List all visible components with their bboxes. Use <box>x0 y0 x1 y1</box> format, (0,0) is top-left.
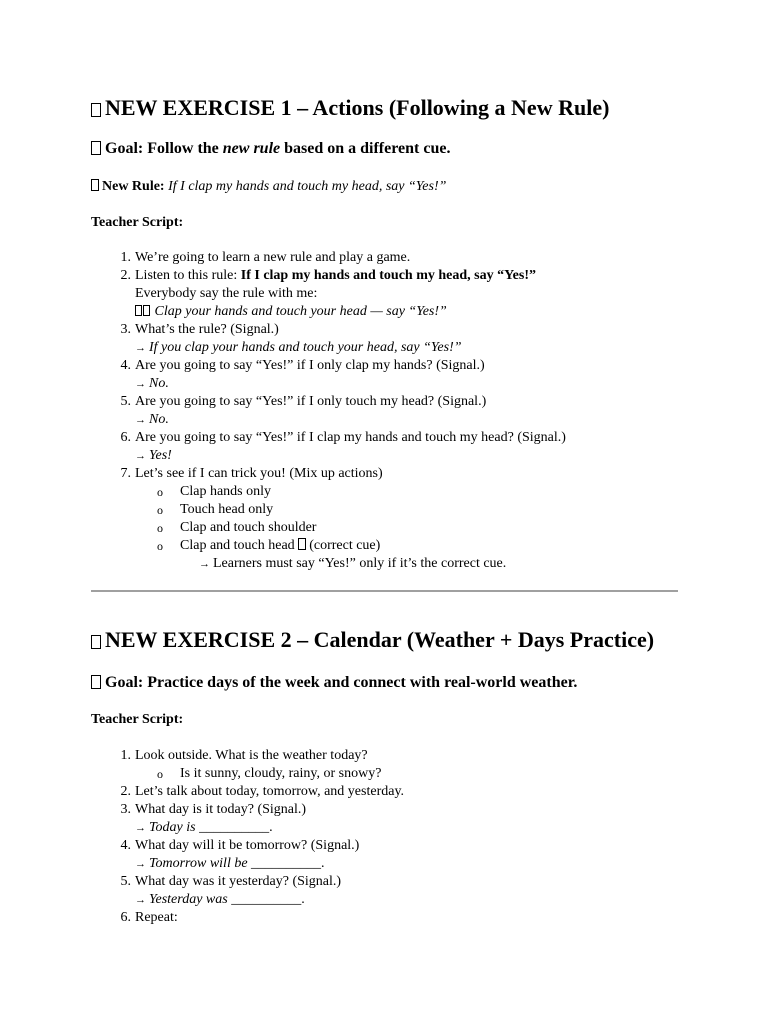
list-item: 4. What day will it be tomorrow? (Signal.) → Tomorrow will be __________. <box>91 837 681 873</box>
arrow-icon: → <box>135 342 146 354</box>
trick-actions-list <box>135 483 681 555</box>
exercise2-steps <box>91 747 681 927</box>
expected-answer: → If you clap your hands and touch your head, say “Yes!” <box>135 340 462 355</box>
expected-answer: → No. <box>135 376 169 391</box>
list-item: 2. Listen to this rule: If I clap my hands and touch my head, say “Yes!” Everybody say the rule with me: Clap your hands and touch your head — say “Yes!” <box>91 267 681 321</box>
missing-glyph-icon <box>91 179 99 191</box>
arrow-icon: → <box>199 558 210 570</box>
list-item: 1. We’re going to learn a new rule and play a game. <box>120 250 411 265</box>
missing-glyph-icon <box>298 538 306 550</box>
list-item: 4. Are you going to say “Yes!” if I only clap my hands? (Signal.) → No. <box>91 357 681 393</box>
list-item: 3. What day is it today? (Signal.) → Today is __________. <box>91 801 681 837</box>
list-item: 6. Repeat: <box>120 910 178 925</box>
missing-glyph-icon <box>143 305 150 316</box>
exercise1-title: NEW EXERCISE 1 – Actions (Following a New Rule) <box>91 95 609 121</box>
exercise1-script-label: Teacher Script: <box>91 215 184 230</box>
exercise2-goal: Goal: Practice days of the week and connect with real-world weather. <box>91 673 577 693</box>
sub-list-item: o Is it sunny, cloudy, rainy, or snowy? <box>157 766 382 781</box>
arrow-icon: → <box>135 414 146 426</box>
arrow-icon: → <box>135 822 146 834</box>
missing-glyph-icon <box>91 141 101 155</box>
expected-answer: → No. <box>135 412 169 427</box>
expected-answer: → Yes! <box>135 448 172 463</box>
arrow-icon: → <box>135 378 146 390</box>
exercise2-title: NEW EXERCISE 2 – Calendar (Weather + Days Practice) <box>91 627 654 653</box>
missing-glyph-icon <box>91 635 101 649</box>
weather-options-list <box>135 765 681 783</box>
expected-answer: → Yesterday was __________. <box>135 892 305 907</box>
section-divider <box>91 590 678 592</box>
arrow-icon: → <box>135 894 146 906</box>
list-item: 1. Look outside. What is the weather today? o Is it sunny, cloudy, rainy, or snowy? <box>91 747 681 783</box>
missing-glyph-icon <box>91 675 101 689</box>
sub-list-item: o Clap and touch shoulder <box>157 520 317 535</box>
arrow-icon: → <box>135 858 146 870</box>
expected-answer: → Tomorrow will be __________. <box>135 856 325 871</box>
arrow-icon: → <box>135 450 146 462</box>
exercise1-steps <box>91 249 681 573</box>
sub-list-item: o Touch head only <box>157 502 274 517</box>
exercise1-rule: New Rule: If I clap my hands and touch my head, say “Yes!” <box>91 178 446 196</box>
missing-glyph-icon <box>135 305 142 316</box>
list-item: 2. Let’s talk about today, tomorrow, and yesterday. <box>120 784 405 799</box>
exercise2-script-label: Teacher Script: <box>91 712 184 727</box>
expected-answer: → Today is __________. <box>135 820 273 835</box>
exercise1-goal: Goal: Follow the new rule based on a different cue. <box>91 139 450 159</box>
list-item: 7. Let’s see if I can trick you! (Mix up actions) o Clap hands only o Touch head only o Clap and touch shoulder o Clap and touch head (correct cue) → Learners must say “Yes!” only if it’s the correct cue. <box>91 465 681 573</box>
list-item: 5. What day was it yesterday? (Signal.) → Yesterday was __________. <box>91 873 681 909</box>
sub-list-item: o Clap hands only <box>157 484 271 499</box>
sub-list-item: o Clap and touch head (correct cue) <box>157 538 381 553</box>
missing-glyph-icon <box>91 103 101 117</box>
list-item: 3. What’s the rule? (Signal.) → If you clap your hands and touch your head, say “Yes!” <box>91 321 681 357</box>
trick-note: → Learners must say “Yes!” only if it’s the correct cue. <box>199 556 507 571</box>
list-item: 6. Are you going to say “Yes!” if I clap my hands and touch my head? (Signal.) → Yes! <box>91 429 681 465</box>
rule-chant: Clap your hands and touch your head — say “Yes!” <box>135 303 681 321</box>
list-item: 5. Are you going to say “Yes!” if I only touch my head? (Signal.) → No. <box>91 393 681 429</box>
